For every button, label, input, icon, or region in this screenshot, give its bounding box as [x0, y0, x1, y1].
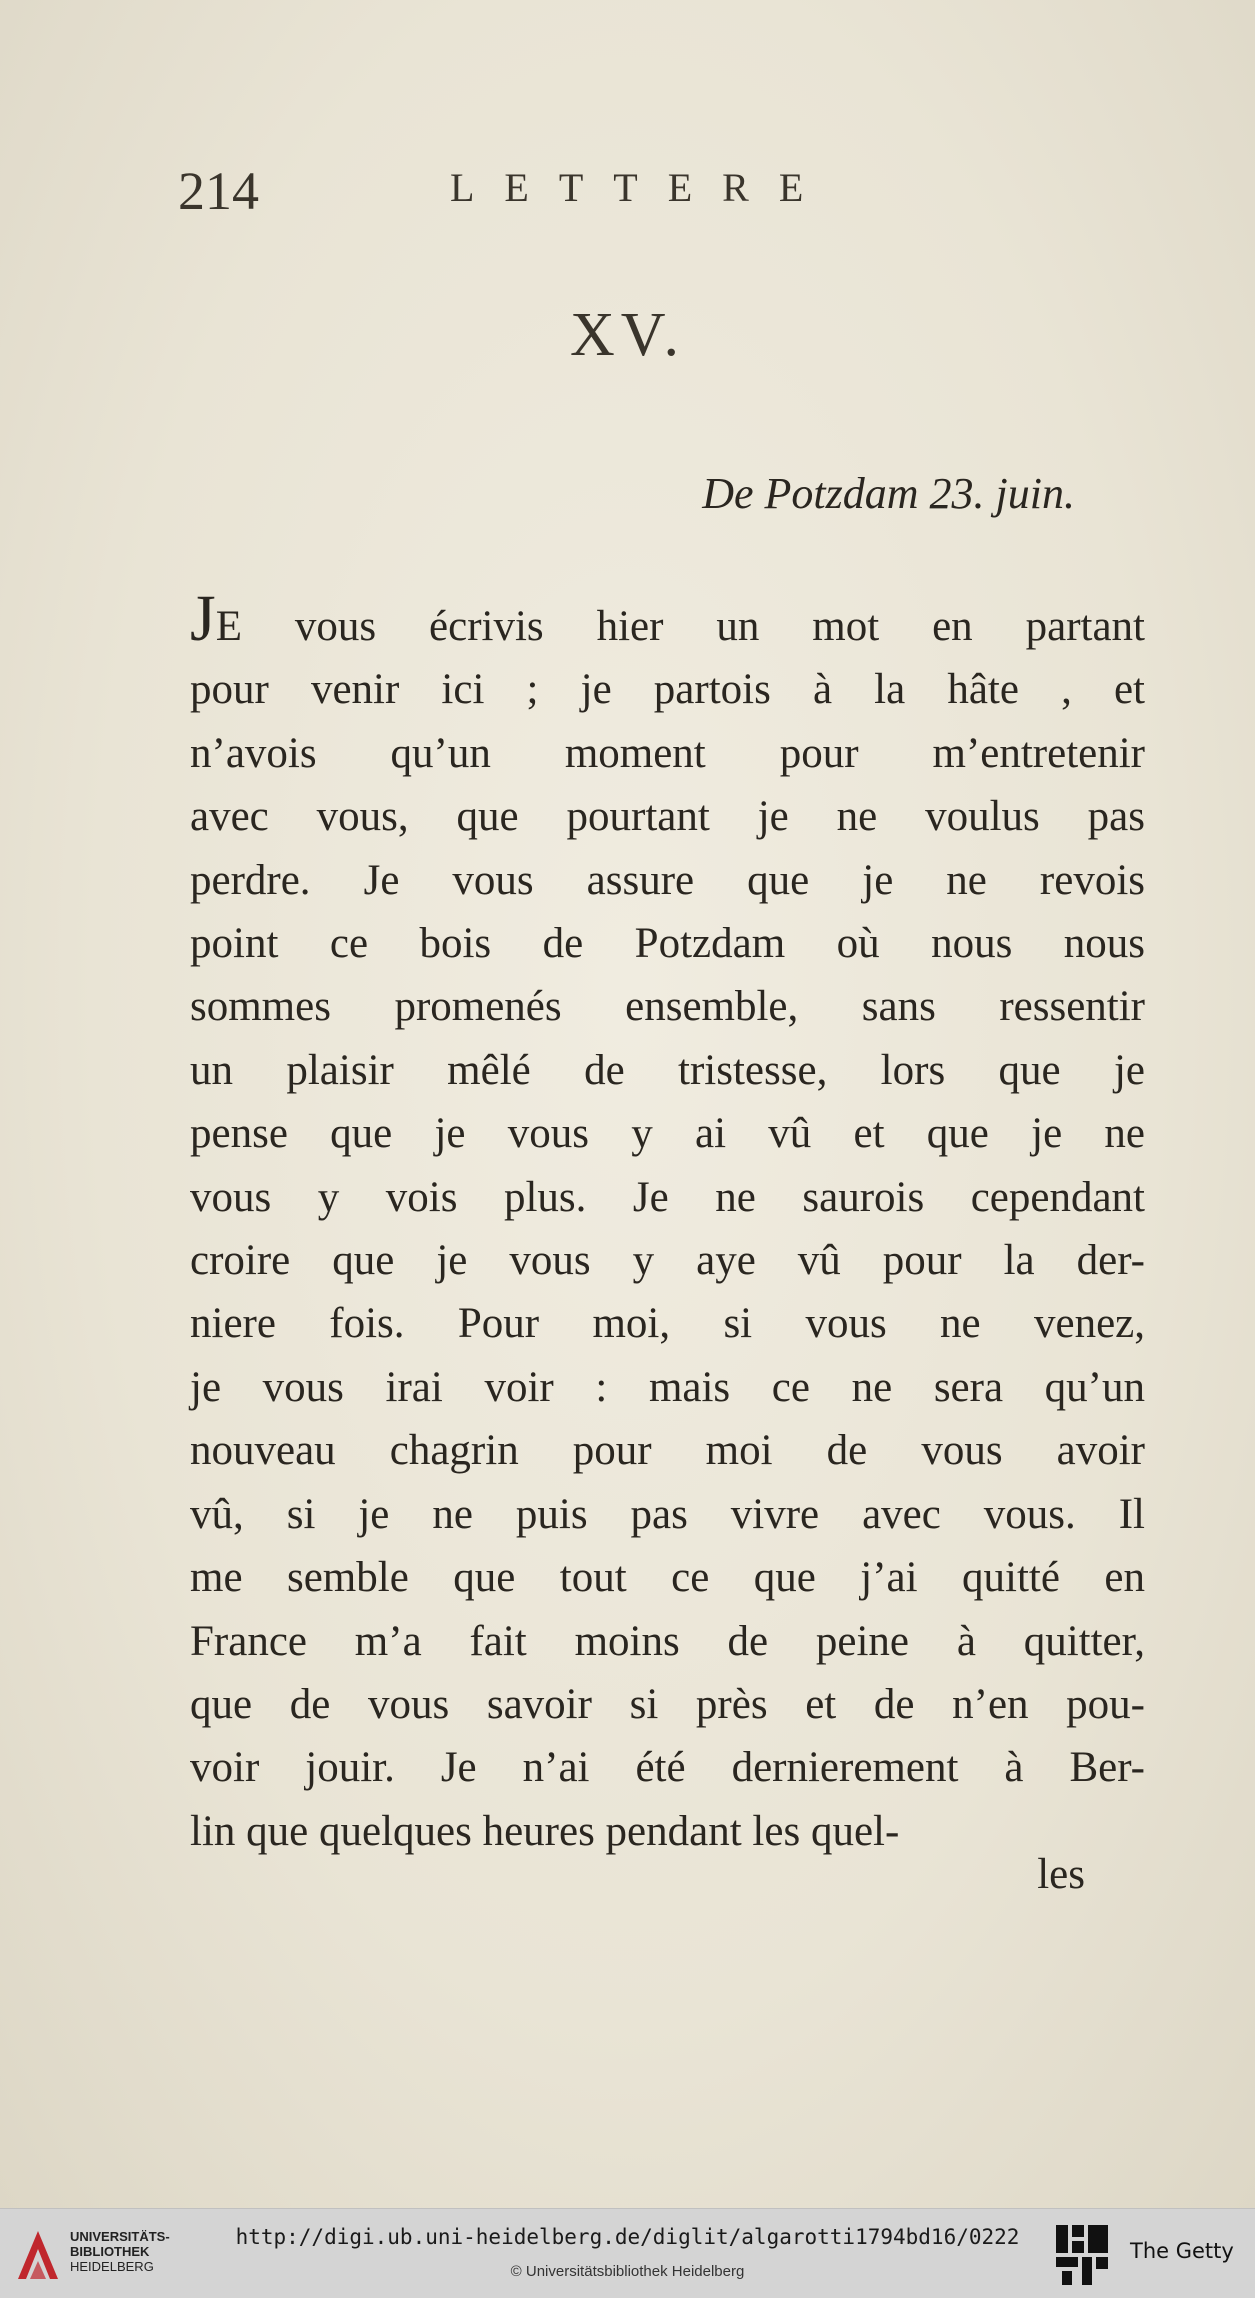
body-line: n’avois qu’un moment pour m’entretenir: [190, 729, 1145, 777]
catchword: les: [1037, 1851, 1085, 1898]
body-line: pour venir ici ; je partois à la hâte , et: [190, 666, 1145, 714]
getty-label: The Getty: [1130, 2239, 1234, 2263]
body-line: vous y vois plus. Je ne saurois cependant: [190, 1173, 1145, 1221]
body-line: voir jouir. Je n’ai été dernierement à Ber-: [190, 1744, 1145, 1792]
drop-cap: J: [190, 582, 216, 655]
body-line: lin que quelques heures pendant les quel-: [190, 1807, 900, 1855]
body-line: que de vous savoir si près et de n’en pou-: [190, 1680, 1145, 1728]
body-line: point ce bois de Potzdam où nous nous: [190, 920, 1145, 968]
letter-number: XV.: [569, 301, 686, 369]
body-line: me semble que tout ce que j’ai quitté en: [190, 1554, 1145, 1602]
body-line: nouveau chagrin pour moi de vous avoir: [190, 1427, 1145, 1475]
body-line: croire que je vous y aye vû pour la der-: [190, 1237, 1145, 1285]
permalink-url[interactable]: http://digi.ub.uni-heidelberg.de/diglit/algarotti1794bd16/0222: [235, 2225, 1020, 2249]
letter-body: [190, 582, 1145, 1863]
body-line: pense que je vous y ai vû et que je ne: [190, 1110, 1145, 1158]
body-line: niere fois. Pour moi, si vous ne venez,: [190, 1300, 1145, 1348]
body-line: avec vous, que pourtant je ne voulus pas: [190, 793, 1145, 841]
getty-logo-icon[interactable]: [1054, 2223, 1110, 2287]
body-line: je vous irai voir : mais ce ne sera qu’un: [190, 1363, 1145, 1411]
page-number: 214: [178, 161, 259, 221]
body-line: vû, si je ne puis pas vivre avec vous. Il: [190, 1490, 1145, 1538]
body-line: sommes promenés ensemble, sans ressentir: [190, 983, 1145, 1031]
body-line: un plaisir mêlé de tristesse, lors que je: [190, 1046, 1145, 1094]
library-name: UNIVERSITÄTS- BIBLIOTHEK HEIDELBERG: [70, 2229, 170, 2274]
copyright-notice: © Universitätsbibliothek Heidelberg: [510, 2263, 745, 2280]
viewer-footer: [0, 2208, 1255, 2298]
body-line: France m’a fait moins de peine à quitter,: [190, 1617, 1145, 1665]
page-header: [178, 160, 1078, 230]
running-head: LETTERE: [450, 165, 834, 210]
body-line: JE vous écrivis hier un mot en partant: [190, 582, 1145, 655]
dateline: De Potzdam 23. juin.: [702, 469, 1075, 518]
body-line: perdre. Je vous assure que je ne revois: [190, 856, 1145, 904]
